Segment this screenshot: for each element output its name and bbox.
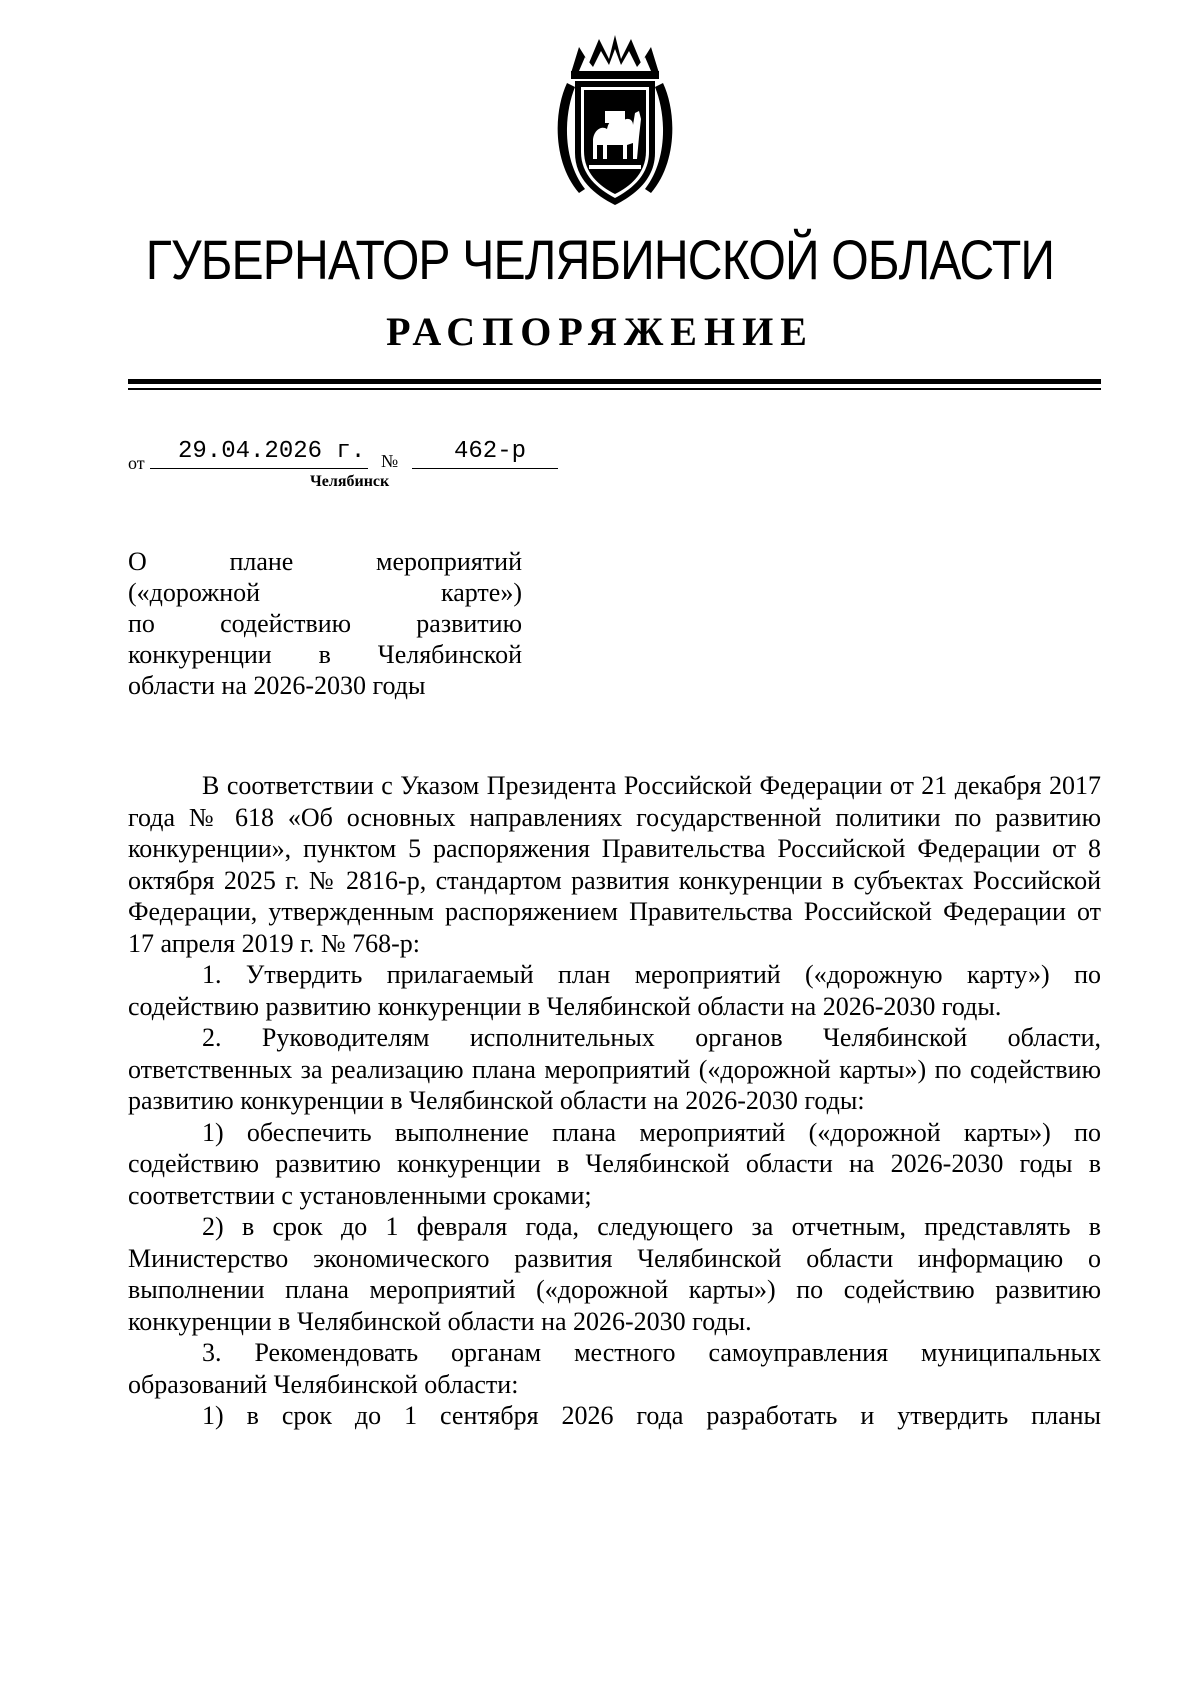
number-underline	[412, 468, 558, 469]
issuer-title: ГУБЕРНАТОР ЧЕЛЯБИНСКОЙ ОБЛАСТИ	[145, 228, 1055, 291]
subject-line: конкуренции в Челябинской	[128, 640, 522, 669]
date-prefix: от	[128, 453, 145, 473]
number-prefix: №	[381, 451, 399, 471]
subject-line: области на 2026-2030 годы	[128, 671, 426, 700]
document-date: 29.04.2026 г.	[178, 438, 366, 465]
subject-line: («дорожной карте»)	[128, 578, 522, 607]
date-underline	[150, 468, 368, 469]
document-subject	[128, 546, 522, 701]
body-paragraph: 3. Рекомендовать органам местного самоуправления муниципальных образований Челябинской области:	[128, 1338, 1101, 1399]
issue-city: Челябинск	[310, 473, 390, 490]
header-rule-thin	[128, 388, 1101, 390]
body-paragraph: 2. Руководителям исполнительных органов Челябинской области, ответственных за реализацию плана мероприятий («дорожной карты») по содействию развитию конкуренции в Челябинской области на 2026-2030 годы:	[128, 1023, 1101, 1115]
header-rule-thick	[128, 379, 1101, 384]
subject-line: О плане мероприятий	[128, 547, 522, 576]
document-type: РАСПОРЯЖЕНИЕ	[386, 309, 814, 354]
document-number: 462-р	[454, 438, 527, 465]
subject-line: по содействию развитию	[128, 609, 522, 638]
preamble-paragraph: В соответствии с Указом Президента Российской Федерации от 21 декабря 2017 года № 618 «Об основных направлениях государственной политики по развитию конкуренции», пунктом 5 распоряжения Правительства Российской Федерации от 8 октября 2025 г. № 2816-р, стандартом развития конкуренции в субъектах Российской Федерации, утвержденным распоряжением Правительства Российской Федерации от 17 апреля 2019 г. № 768-р:	[128, 771, 1101, 958]
body-paragraph: 1) в срок до 1 сентября 2026 года разработать и утвердить планы	[202, 1401, 1101, 1430]
document-body	[128, 770, 1101, 1432]
body-paragraph: 1. Утвердить прилагаемый план мероприятий («дорожную карту») по содействию развитию конкуренции в Челябинской области на 2026-2030 годы.	[128, 960, 1101, 1021]
body-paragraph: 1) обеспечить выполнение плана мероприятий («дорожной карты») по содействию развитию конкуренции в Челябинской области на 2026-2030 годы в соответствии с установленными сроками;	[128, 1117, 1101, 1210]
body-paragraph: 2) в срок до 1 февраля года, следующего за отчетным, представлять в Министерство экономического развития Челябинской области информацию о выполнении плана мероприятий («дорожной карты») по содействию развитию конкуренции в Челябинской области на 2026-2030 годы.	[128, 1212, 1101, 1336]
coat-of-arms-emblem	[549, 33, 681, 211]
